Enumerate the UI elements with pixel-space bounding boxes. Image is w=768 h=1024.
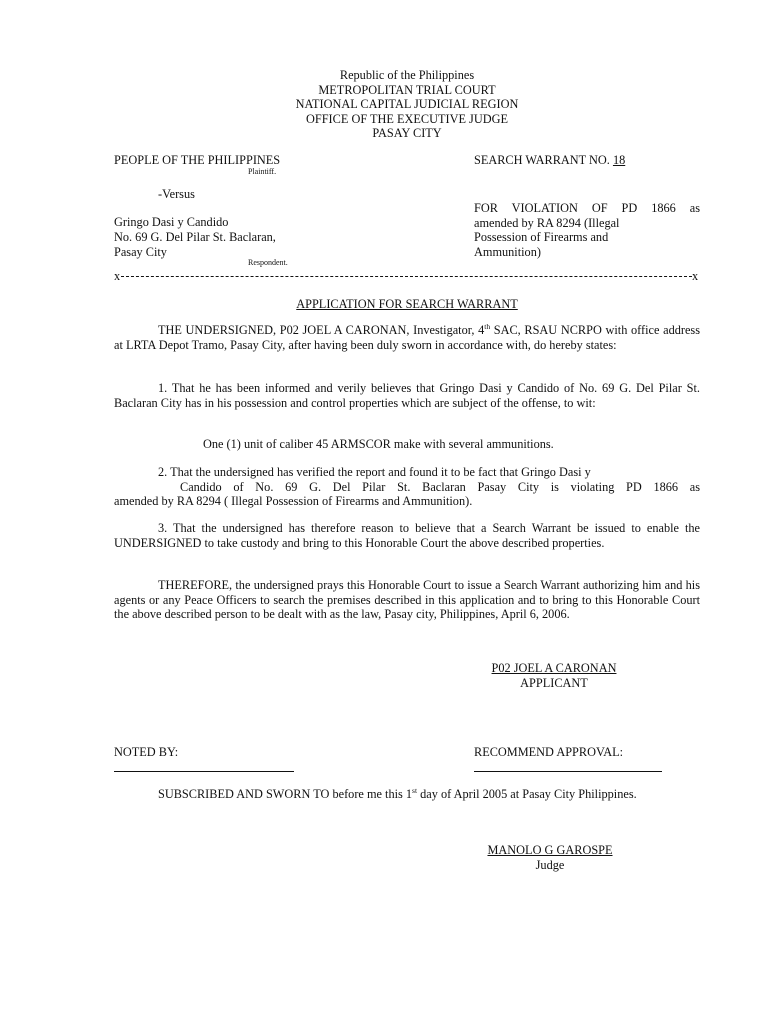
noted-by-signature-line [114,771,294,772]
paragraph-3: 3. That the undersigned has therefore reason to believe that a Search Warrant be issued to enable the UNDERSIGNED to take custody and bring to this Honorable Court the above described properties. [114,521,700,550]
intro-part2: SAC, RSAU NCRPO with office address at LRTA Depot Tramo, Pasay City, after having been duly sworn in accordance with, do hereby states: [114,323,700,352]
warrant-number: 18 [612,153,626,167]
judge-name: MANOLO G GAROSPE [487,843,613,857]
court-header [114,68,700,141]
judge-title: Judge [535,857,565,872]
jurat-paragraph [114,787,700,802]
warrant-number-line [474,153,625,168]
intro-paragraph [114,323,700,352]
paragraph-4-lead: THEREFORE, [158,578,233,592]
intro-sup: th [484,321,491,331]
applicant-name: P02 JOEL A CARONAN [491,661,617,675]
plaintiff-name: PEOPLE OF THE PHILIPPINES [114,153,281,167]
violation-line4: Ammunition) [474,244,541,259]
header-city: PASAY CITY [372,126,442,141]
paragraph-1: 1. That he has been informed and verily believes that Gringo Dasi y Candido of No. 69 G. Del Pilar St. Baclaran City has in his possession and control properties which are subject of the offense, to wit: [114,381,700,410]
paragraph-2 [114,465,700,509]
header-court: METROPOLITAN TRIAL COURT [318,82,496,97]
judge-signature-block [470,843,630,872]
violation-line1: FOR VIOLATION OF PD 1866 as [474,201,700,215]
paragraph-4 [114,578,700,622]
separator-dashes [121,276,692,277]
paragraph-2-line3: amended by RA 8294 ( Illegal Possession of Firearms and Ammunition). [114,494,473,509]
separator-right-x: x [692,269,699,283]
jurat-part2: day of April 2005 at Pasay City Philippines. [417,787,637,801]
paragraph-2-line2: Candido of No. 69 G. Del Pilar St. Baclaran Pasay City is violating PD 1866 as [180,479,700,494]
noted-by-label: NOTED BY: [114,745,179,759]
item-description: One (1) unit of caliber 45 ARMSCOR make with several ammunitions. [203,437,554,451]
paragraph-2-line1: 2. That the undersigned has verified the report and found it to be fact that Gringo Dasi y [158,465,591,479]
violation-block [474,201,700,259]
header-republic: Republic of the Philippines [339,68,475,82]
document-title-text: APPLICATION FOR SEARCH WARRANT [296,297,518,311]
respondent-label: Respondent. [248,258,288,267]
applicant-signature-block [474,661,634,690]
header-office: OFFICE OF THE EXECUTIVE JUDGE [306,111,508,126]
jurat-part1: SUBSCRIBED AND SWORN TO before me this 1 [158,787,413,801]
plaintiff-label: Plaintiff. [248,167,277,176]
applicant-title: APPLICANT [520,675,588,690]
document-title [114,297,700,312]
separator-left-x: x [114,269,121,283]
warrant-label: SEARCH WARRANT NO. [474,153,613,167]
paragraph-4-rest: the undersigned prays this Honorable Court to issue a Search Warrant authorizing him and his agents or any Peace Officers to search the premises described in this application and to bring to this Honorable Court the above described person to be dealt with as the law, Pasay city, Philippines, April 6, 2006. [114,578,700,622]
respondent-address-line1: No. 69 G. Del Pilar St. Baclaran, [114,230,276,244]
respondent-address-line2: Pasay City [114,245,167,259]
respondent-name: Gringo Dasi y Candido [114,215,229,229]
recommend-approval-signature-line [474,771,662,772]
violation-line3: Possession of Firearms and [474,230,609,245]
header-region: NATIONAL CAPITAL JUDICIAL REGION [295,97,519,112]
versus-label: -Versus [158,187,195,201]
violation-line2: amended by RA 8294 (Illegal [474,215,620,230]
intro-part1: THE UNDERSIGNED, P02 JOEL A CARONAN, Investigator, 4 [158,323,485,337]
jurat-sup: st [412,785,418,795]
recommend-approval-label: RECOMMEND APPROVAL: [474,745,624,759]
